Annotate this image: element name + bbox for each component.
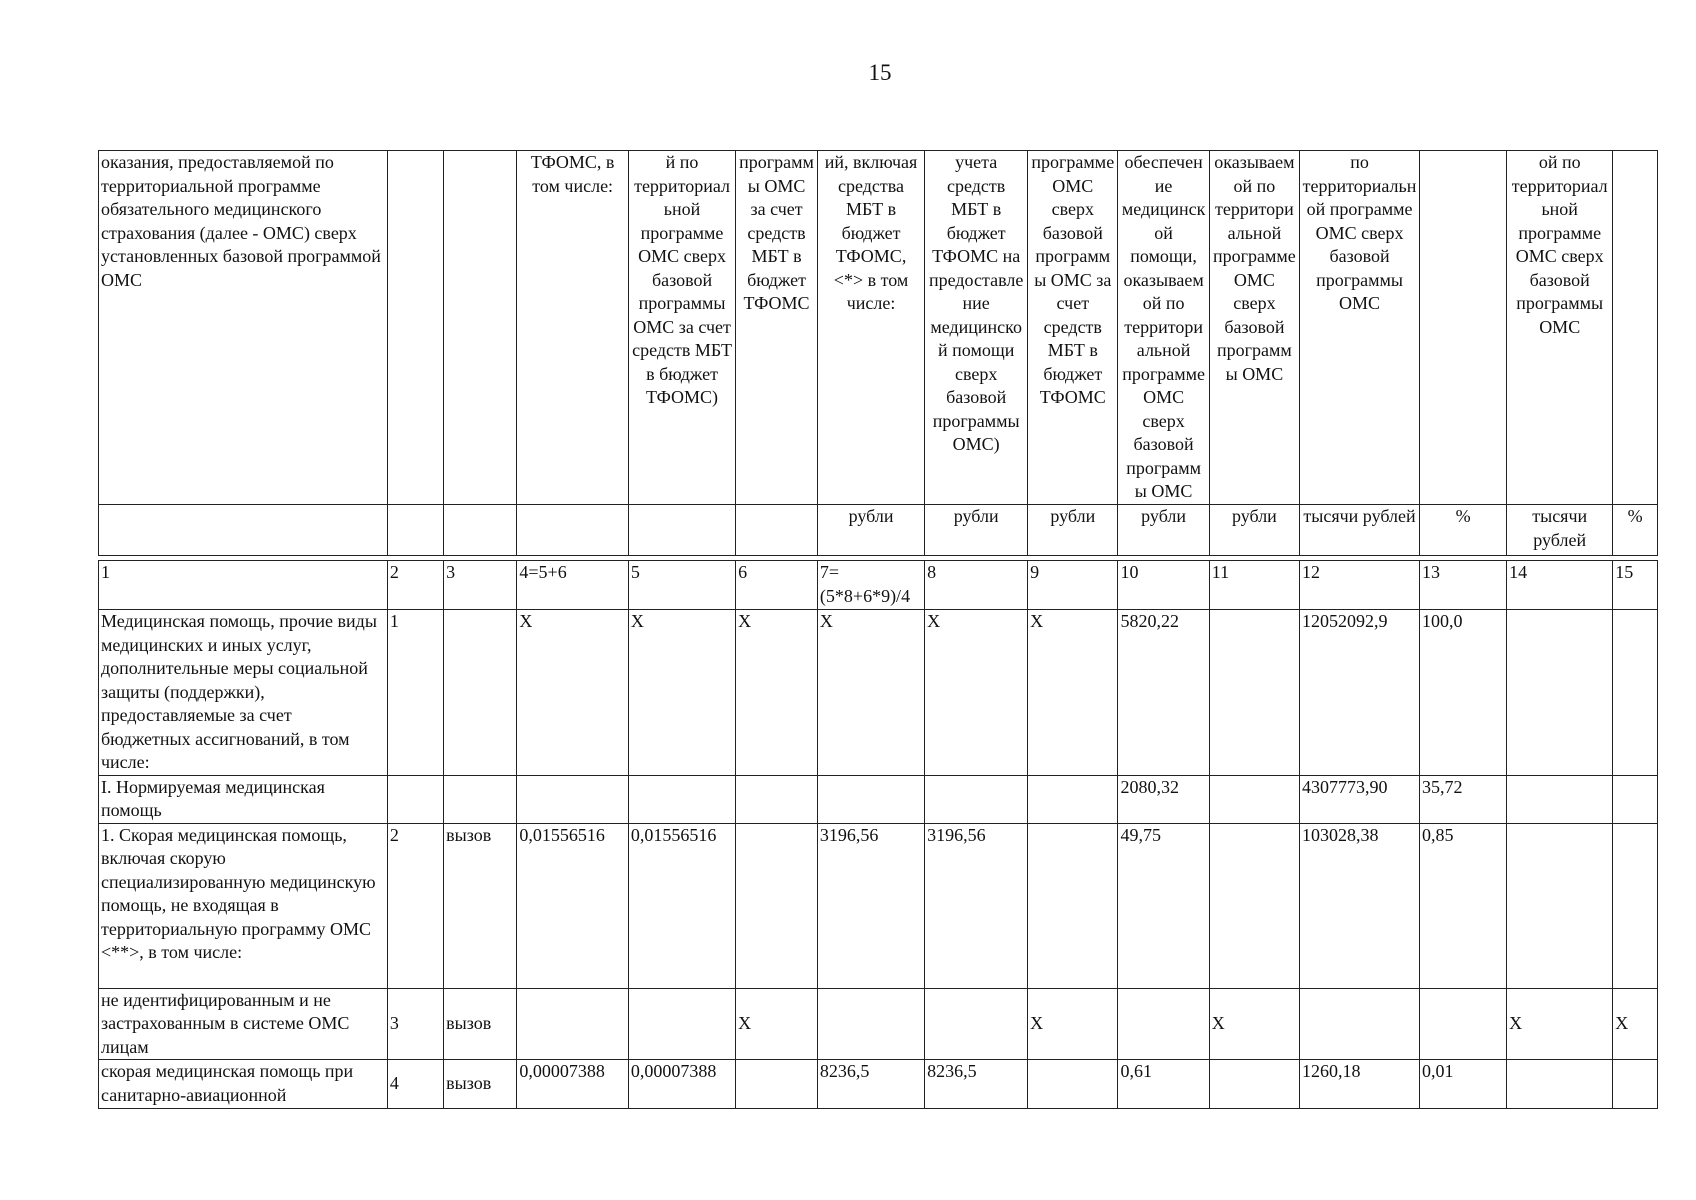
row-label: I. Нормируемая медицинская помощь <box>99 775 388 823</box>
table-cell <box>1300 988 1420 1060</box>
table-cell <box>1209 1060 1299 1109</box>
table-cell <box>1613 1060 1658 1109</box>
table-cell <box>444 775 517 823</box>
column-number: 2 <box>387 561 443 610</box>
header-cell <box>1613 151 1658 505</box>
header-cell <box>387 151 443 505</box>
table-cell <box>1507 823 1613 988</box>
table-row <box>99 1060 1658 1109</box>
table-cell: X <box>925 610 1028 776</box>
table-cell: 0,01556516 <box>517 823 629 988</box>
financing-table <box>98 150 1658 1109</box>
table-cell: 100,0 <box>1420 610 1507 776</box>
row-label: не идентифицированным и не застрахованным в системе ОМС лицам <box>99 988 388 1060</box>
table-cell <box>1613 823 1658 988</box>
table-cell: X <box>736 610 818 776</box>
table-cell <box>817 988 924 1060</box>
header-cell: программы ОМС за счет средств МБТ в бюджет ТФОМС <box>736 151 818 505</box>
table-row <box>99 823 1658 988</box>
header-cell: ий, включая средства МБТ в бюджет ТФОМС, <*> в том числе: <box>817 151 924 505</box>
table-cell: 2 <box>387 823 443 988</box>
table-cell: X <box>628 610 735 776</box>
table-cell <box>1613 775 1658 823</box>
header-row <box>99 151 1658 505</box>
column-number: 12 <box>1300 561 1420 610</box>
table-cell <box>1209 610 1299 776</box>
table-cell: 0,85 <box>1420 823 1507 988</box>
table-cell: X <box>1507 988 1613 1060</box>
unit-cell: рубли <box>1118 505 1209 556</box>
unit-cell: % <box>1613 505 1658 556</box>
table-cell: X <box>1613 988 1658 1060</box>
table-cell: 3196,56 <box>817 823 924 988</box>
table-cell <box>736 775 818 823</box>
table-cell: вызов <box>444 823 517 988</box>
column-number: 14 <box>1507 561 1613 610</box>
row-label: Медицинская помощь, прочие виды медицинских и иных услуг, дополнительные меры социальной защиты (поддержки), предоставляемые за счет бюджетных ассигнований, в том числе: <box>99 610 388 776</box>
table-cell: 103028,38 <box>1300 823 1420 988</box>
header-cell: учета средств МБТ в бюджет ТФОМС на предоставление медицинской помощи сверх базовой программы ОМС) <box>925 151 1028 505</box>
table-cell: X <box>736 988 818 1060</box>
table-cell <box>1118 988 1209 1060</box>
unit-cell <box>628 505 735 556</box>
table-cell: вызов <box>444 1060 517 1109</box>
table-cell: 0,61 <box>1118 1060 1209 1109</box>
column-number: 3 <box>444 561 517 610</box>
page-number: 15 <box>868 60 892 85</box>
column-number: 5 <box>628 561 735 610</box>
table-cell <box>1028 1060 1118 1109</box>
unit-cell: тысячи рублей <box>1507 505 1613 556</box>
table-cell <box>1613 610 1658 776</box>
header-cell: й по территориальной программе ОМС сверх базовой программы ОМС за счет средств МБТ в бюджет ТФОМС) <box>628 151 735 505</box>
unit-cell: тысячи рублей <box>1300 505 1420 556</box>
table-cell <box>736 1060 818 1109</box>
table-cell <box>517 775 629 823</box>
table-cell <box>387 775 443 823</box>
table-cell: 3196,56 <box>925 823 1028 988</box>
unit-cell <box>387 505 443 556</box>
unit-cell <box>444 505 517 556</box>
table-cell: 0,01 <box>1420 1060 1507 1109</box>
column-number: 6 <box>736 561 818 610</box>
table-cell: X <box>817 610 924 776</box>
header-cell <box>1420 151 1507 505</box>
unit-cell <box>99 505 388 556</box>
table-cell: 8236,5 <box>925 1060 1028 1109</box>
table-cell: 3 <box>387 988 443 1060</box>
table-cell: X <box>1028 988 1118 1060</box>
table-row <box>99 988 1658 1060</box>
row-label: скорая медицинская помощь при санитарно-авиационной <box>99 1060 388 1109</box>
table-cell <box>1028 775 1118 823</box>
table-cell <box>1507 775 1613 823</box>
table-cell: вызов <box>444 988 517 1060</box>
table-cell: 35,72 <box>1420 775 1507 823</box>
unit-cell: % <box>1420 505 1507 556</box>
table-cell: 1260,18 <box>1300 1060 1420 1109</box>
unit-cell: рубли <box>1209 505 1299 556</box>
row-label: 1. Скорая медицинская помощь, включая скорую специализированную медицинскую помощь, не входящая в территориальную программу ОМС <**>, в том числе: <box>99 823 388 988</box>
table-cell <box>1507 610 1613 776</box>
column-number: 10 <box>1118 561 1209 610</box>
header-cell: оказываемой по территориальной программе ОМС сверх базовой программы ОМС <box>1209 151 1299 505</box>
table-cell <box>925 775 1028 823</box>
header-cell: ТФОМС, в том числе: <box>517 151 629 505</box>
unit-cell: рубли <box>925 505 1028 556</box>
column-number: 11 <box>1209 561 1299 610</box>
table-cell <box>1420 988 1507 1060</box>
column-number: 9 <box>1028 561 1118 610</box>
header-cell <box>444 151 517 505</box>
column-number-row <box>99 561 1658 610</box>
table-cell: 49,75 <box>1118 823 1209 988</box>
table-cell: X <box>517 610 629 776</box>
table-cell <box>1028 823 1118 988</box>
table-cell <box>1209 775 1299 823</box>
column-number: 4=5+6 <box>517 561 629 610</box>
column-number: 8 <box>925 561 1028 610</box>
table-cell: 0,00007388 <box>628 1060 735 1109</box>
table-cell: 0,01556516 <box>628 823 735 988</box>
table-cell <box>517 988 629 1060</box>
table-cell: 4307773,90 <box>1300 775 1420 823</box>
table-cell <box>1507 1060 1613 1109</box>
column-number: 15 <box>1613 561 1658 610</box>
table-cell: 12052092,9 <box>1300 610 1420 776</box>
column-number: 7=(5*8+6*9)/4 <box>817 561 924 610</box>
table-cell <box>736 823 818 988</box>
table-cell <box>444 610 517 776</box>
table-cell <box>628 988 735 1060</box>
table-cell: 1 <box>387 610 443 776</box>
table-cell <box>628 775 735 823</box>
unit-cell: рубли <box>1028 505 1118 556</box>
table-cell <box>817 775 924 823</box>
unit-cell: рубли <box>817 505 924 556</box>
table-cell: X <box>1209 988 1299 1060</box>
units-row <box>99 505 1658 556</box>
table-cell: 0,00007388 <box>517 1060 629 1109</box>
table-cell <box>1209 823 1299 988</box>
table-cell: 2080,32 <box>1118 775 1209 823</box>
column-number: 1 <box>99 561 388 610</box>
header-cell: по территориальной программе ОМС сверх базовой программы ОМС <box>1300 151 1420 505</box>
column-number: 13 <box>1420 561 1507 610</box>
table-row <box>99 610 1658 776</box>
unit-cell <box>736 505 818 556</box>
table-cell: 5820,22 <box>1118 610 1209 776</box>
table-cell: 4 <box>387 1060 443 1109</box>
header-cell: оказания, предоставляемой по территориальной программе обязательного медицинского страхования (далее - ОМС) сверх установленных базовой программой ОМС <box>99 151 388 505</box>
unit-cell <box>517 505 629 556</box>
table-cell <box>925 988 1028 1060</box>
table-cell: 8236,5 <box>817 1060 924 1109</box>
table-row <box>99 775 1658 823</box>
header-cell: ой по территориальной программе ОМС сверх базовой программы ОМС <box>1507 151 1613 505</box>
table-cell: X <box>1028 610 1118 776</box>
header-cell: обеспечение медицинской помощи, оказываемой по территориальной программе ОМС сверх базовой программы ОМС <box>1118 151 1209 505</box>
header-cell: программе ОМС сверх базовой программы ОМС за счет средств МБТ в бюджет ТФОМС <box>1028 151 1118 505</box>
